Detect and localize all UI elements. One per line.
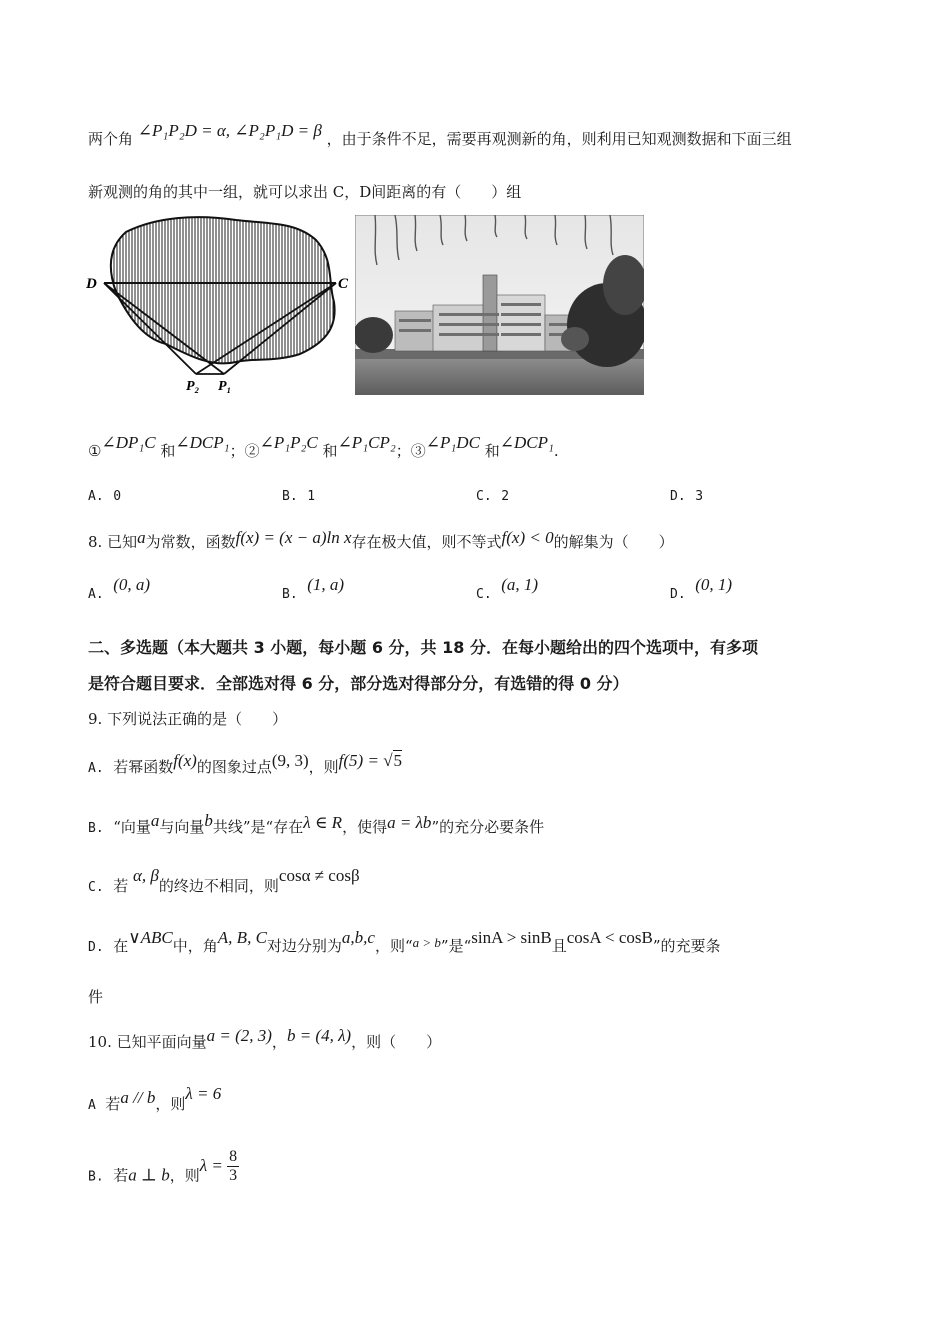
q10-vector-b: b = (4, λ): [286, 1026, 352, 1045]
q10-text2: ，则（ ）: [351, 1033, 442, 1051]
q8-stem: [88, 528, 674, 553]
group2-mark: ②: [244, 442, 260, 460]
q9-b-math3: λ ∈ R: [303, 813, 343, 832]
q8-option-b-text: (1, a): [307, 575, 345, 594]
q8-option-a-text: (0, a): [113, 575, 151, 594]
q8-option-d[interactable]: [670, 575, 733, 606]
q9-a-label: A.: [88, 761, 104, 776]
q7-option-d-label: D.: [670, 489, 686, 504]
q9-d-text7: ”的充要条: [652, 937, 721, 955]
q7-groups: [88, 433, 559, 462]
label-c: C: [338, 276, 349, 292]
q7-line1: [88, 121, 792, 150]
q9-a-text2: 的图象过点: [196, 758, 272, 776]
q8-option-d-text: (0, 1): [695, 575, 733, 594]
q10-b-fraction: [227, 1148, 239, 1185]
group2-angle-a: ∠P₁P₂C: [259, 433, 318, 452]
q10-a-math1: a // b: [120, 1088, 156, 1107]
q10-b-math1: a ⊥ b: [128, 1165, 170, 1185]
q8-option-c-text: (a, 1): [501, 575, 539, 594]
q10-option-a[interactable]: [88, 1084, 222, 1117]
q7-angle-defs: ∠P₁P₂D = α, ∠P₂P₁D = β: [137, 121, 322, 140]
q9-d-math5: sinA > sinB: [471, 928, 552, 947]
q10-a-text2: ，则: [155, 1095, 186, 1113]
q8-option-b[interactable]: [282, 575, 345, 606]
q10-vector-a: a = (2, 3): [206, 1026, 272, 1045]
q9-a-math2: (9, 3): [271, 751, 309, 770]
q10-option-b[interactable]: [88, 1148, 239, 1195]
q8-option-a[interactable]: [88, 575, 151, 606]
q8-option-c-label: C.: [476, 587, 492, 602]
q7-option-c-label: C.: [476, 489, 492, 504]
q10-a-text1: 若: [105, 1095, 121, 1113]
q9-option-c[interactable]: [88, 866, 360, 899]
group2-sep: ；: [395, 442, 411, 460]
q9-b-text5: ”的充分必要条件: [431, 818, 545, 836]
q9-a-text1: 若幂函数: [113, 758, 174, 776]
q10-b-denominator: 3: [229, 1167, 238, 1184]
q9-d-label: D.: [88, 940, 104, 955]
q7-option-c-text: 2: [501, 489, 510, 504]
q7-option-b[interactable]: [282, 484, 315, 508]
q9-a-text3: ，则: [308, 758, 339, 776]
campus-photo: [355, 215, 644, 395]
q9-b-label: B.: [88, 821, 104, 836]
q9-option-b[interactable]: [88, 811, 545, 840]
q10-b-text2: ，则: [169, 1166, 200, 1185]
q8-option-c[interactable]: [476, 575, 539, 606]
group3-end: .: [553, 442, 559, 460]
q8-function: f(x) = (x − a)ln x: [235, 528, 352, 547]
q9-d-text1: 在: [113, 937, 129, 955]
group1-mark: ①: [88, 442, 102, 460]
q10-text1: 10. 已知平面向量: [88, 1033, 207, 1051]
q9-d-text4: ，则“: [374, 937, 413, 955]
q7-line2: 新观测的角的其中一组，就可以求出 C，D间距离的有（ ）组: [88, 183, 522, 201]
section2-heading-line2: 是符合题目要求．全部选对得 6 分，部分选对得部分分，有选错的得 0 分）: [88, 674, 629, 693]
q10-a-math2: λ = 6: [185, 1084, 222, 1103]
group2-angle-b: ∠P₁CP₂: [337, 433, 396, 452]
q7-option-c[interactable]: [476, 484, 509, 508]
q10-a-label: A: [88, 1098, 96, 1113]
q8-option-a-label: A.: [88, 587, 104, 602]
q7-option-b-text: 1: [307, 489, 316, 504]
q10-b-label: B.: [88, 1169, 104, 1185]
q8-option-d-label: D.: [670, 587, 686, 602]
group3-angle-b: ∠DCP₁: [499, 433, 554, 452]
q7-line1-text: 两个角: [88, 130, 134, 148]
q9-d-text2: 中，角: [172, 937, 218, 955]
q7-option-a[interactable]: [88, 484, 121, 508]
q9-d-text3: 对边分别为: [266, 937, 342, 955]
q9-c-label: C.: [88, 880, 104, 895]
label-p1: P₁: [218, 379, 232, 394]
q9-b-text1: “向量: [113, 818, 151, 836]
group3-and: 和: [484, 442, 500, 460]
q8-text1: 为常数，函数: [145, 533, 236, 551]
q10-b-text1: 若: [113, 1166, 129, 1185]
q7-option-d-text: 3: [695, 489, 704, 504]
q9-d-text5: ”是“: [440, 937, 472, 955]
q9-option-d-cont: 件: [88, 988, 104, 1006]
q9-d-math1: ∨ABC: [128, 928, 173, 947]
q9-d-math2: A, B, C: [217, 928, 267, 947]
survey-diagram: [86, 212, 350, 394]
q9-d-math3: a,b,c: [341, 928, 375, 947]
q9-d-math6: cosA < cosB: [566, 928, 653, 947]
q9-b-text3: 共线”是“存在: [212, 818, 304, 836]
group1-and: 和: [160, 442, 176, 460]
q9-a-math1: f(x): [173, 751, 197, 770]
q10-stem: [88, 1026, 442, 1053]
q9-b-text2: 与向量: [159, 818, 205, 836]
q10-b-numerator: 8: [229, 1148, 238, 1165]
group3-mark: ③: [410, 442, 426, 460]
q9-b-math2: b: [204, 811, 213, 830]
q9-d-text6: 且: [551, 937, 567, 955]
q8-number: 8. 已知: [88, 533, 138, 551]
q9-d-math4: a > b: [412, 935, 441, 950]
q9-b-math1: a: [150, 811, 160, 830]
q9-a-radicand: 5: [393, 751, 403, 770]
sqrt-sign: √: [383, 751, 393, 770]
section2-heading-line1: 二、多选题（本大题共 3 小题，每小题 6 分，共 18 分．在每小题给出的四个选项中，有多项: [88, 638, 758, 657]
q7-option-a-label: A.: [88, 489, 104, 504]
q8-text3: 的解集为（ ）: [553, 533, 674, 551]
q8-var-a: a: [137, 528, 146, 547]
q8-option-b-label: B.: [282, 587, 298, 602]
q9-b-text4: ，使得: [342, 818, 388, 836]
q9-stem: 9. 下列说法正确的是（ ）: [88, 710, 288, 728]
q10-sep: ，: [271, 1033, 287, 1051]
group2-and: 和: [322, 442, 338, 460]
q9-c-text1: 若: [113, 877, 129, 895]
q8-text2: 存在极大值，则不等式: [351, 533, 502, 551]
q9-c-text2: 的终边不相同，则: [158, 877, 279, 895]
q9-c-math1: α, β: [133, 866, 159, 885]
q8-inequality: f(x) < 0: [501, 528, 554, 547]
q10-b-lambda: λ =: [199, 1155, 228, 1175]
group1-angle-b: ∠DCP₁: [175, 433, 230, 452]
q9-c-math2: cosα ≠ cosβ: [278, 866, 360, 885]
group1-sep: ；: [229, 442, 245, 460]
q9-option-d[interactable]: [88, 928, 721, 959]
q7-option-a-text: 0: [113, 489, 122, 504]
q7-option-d[interactable]: [670, 484, 703, 508]
label-p2: P₂: [186, 379, 200, 394]
label-d: D: [86, 276, 97, 292]
q7-option-b-label: B.: [282, 489, 298, 504]
group3-angle-a: ∠P₁DC: [425, 433, 480, 452]
q7-line1-rest: ，由于条件不足，需要再观测新的角，则利用已知观测数据和下面三组: [326, 130, 792, 148]
q9-option-a[interactable]: [88, 751, 403, 780]
q9-b-math4: a = λb: [387, 813, 432, 832]
lake-region: [111, 217, 335, 363]
group1-angle-a: ∠DP₁C: [101, 433, 156, 452]
q9-a-math3: f(5) =: [338, 751, 384, 770]
